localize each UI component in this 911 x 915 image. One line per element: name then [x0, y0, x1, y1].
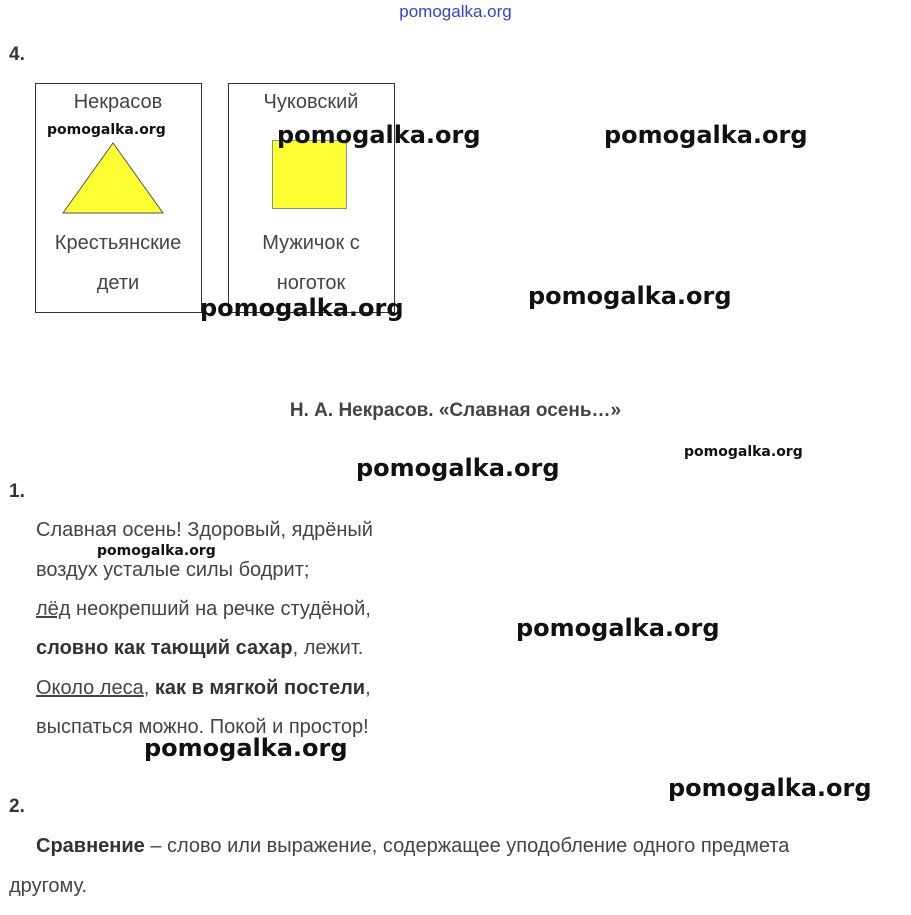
poem-line-1: Славная осень! Здоровый, ядрёный	[36, 519, 373, 541]
poem-line-3: лёд неокрепший на речке студёной,	[36, 598, 371, 620]
poem-line-2: воздух усталые силы бодрит;	[36, 559, 310, 581]
card-author: Некрасов	[73, 91, 163, 113]
triangle-shape	[61, 141, 167, 217]
task-2-number: 2.	[9, 796, 25, 817]
site-header[interactable]: pomogalka.org	[399, 2, 512, 21]
task-1-number: 1.	[9, 481, 25, 502]
card-title-line2: ноготок	[276, 272, 346, 294]
underlined-subject: Около леса	[36, 677, 144, 699]
bold-comparison: словно как тающий сахар	[36, 637, 293, 659]
watermark: pomogalka.org	[516, 614, 720, 642]
definition-term: Сравнение	[36, 835, 145, 857]
card-nekrasov	[35, 83, 202, 313]
poem-line-4: словно как тающий сахар, лежит.	[36, 637, 364, 659]
task-4-number: 4.	[9, 44, 25, 65]
watermark: pomogalka.org	[97, 543, 216, 559]
card-author: Чуковский	[263, 91, 359, 113]
poem-line-5: Около леса, как в мягкой постели,	[36, 677, 371, 699]
watermark: pomogalka.org	[47, 122, 166, 138]
watermark: pomogalka.org	[200, 294, 404, 322]
underlined-subject: лёд	[36, 598, 71, 620]
definition-line-1: Сравнение – слово или выражение, содержащее уподобление одного предмета	[36, 835, 790, 857]
watermark: pomogalka.org	[356, 454, 560, 482]
section-heading: Н. А. Некрасов. «Славная осень…»	[289, 400, 622, 421]
card-title-line1: Крестьянские	[54, 232, 182, 254]
watermark: pomogalka.org	[144, 734, 348, 762]
watermark: pomogalka.org	[604, 121, 808, 149]
card-title-line1: Мужичок с	[262, 232, 360, 254]
square-shape	[272, 140, 347, 209]
watermark: pomogalka.org	[668, 774, 872, 802]
definition-line-2: другому.	[9, 875, 88, 897]
card-title-line2: дети	[96, 272, 140, 294]
card-chukovsky	[228, 83, 395, 313]
poem-line-6: выспаться можно. Покой и простор!	[36, 716, 369, 738]
watermark: pomogalka.org	[277, 121, 481, 149]
watermark: pomogalka.org	[528, 282, 732, 310]
watermark: pomogalka.org	[684, 444, 803, 460]
bold-comparison: как в мягкой постели	[154, 677, 366, 699]
